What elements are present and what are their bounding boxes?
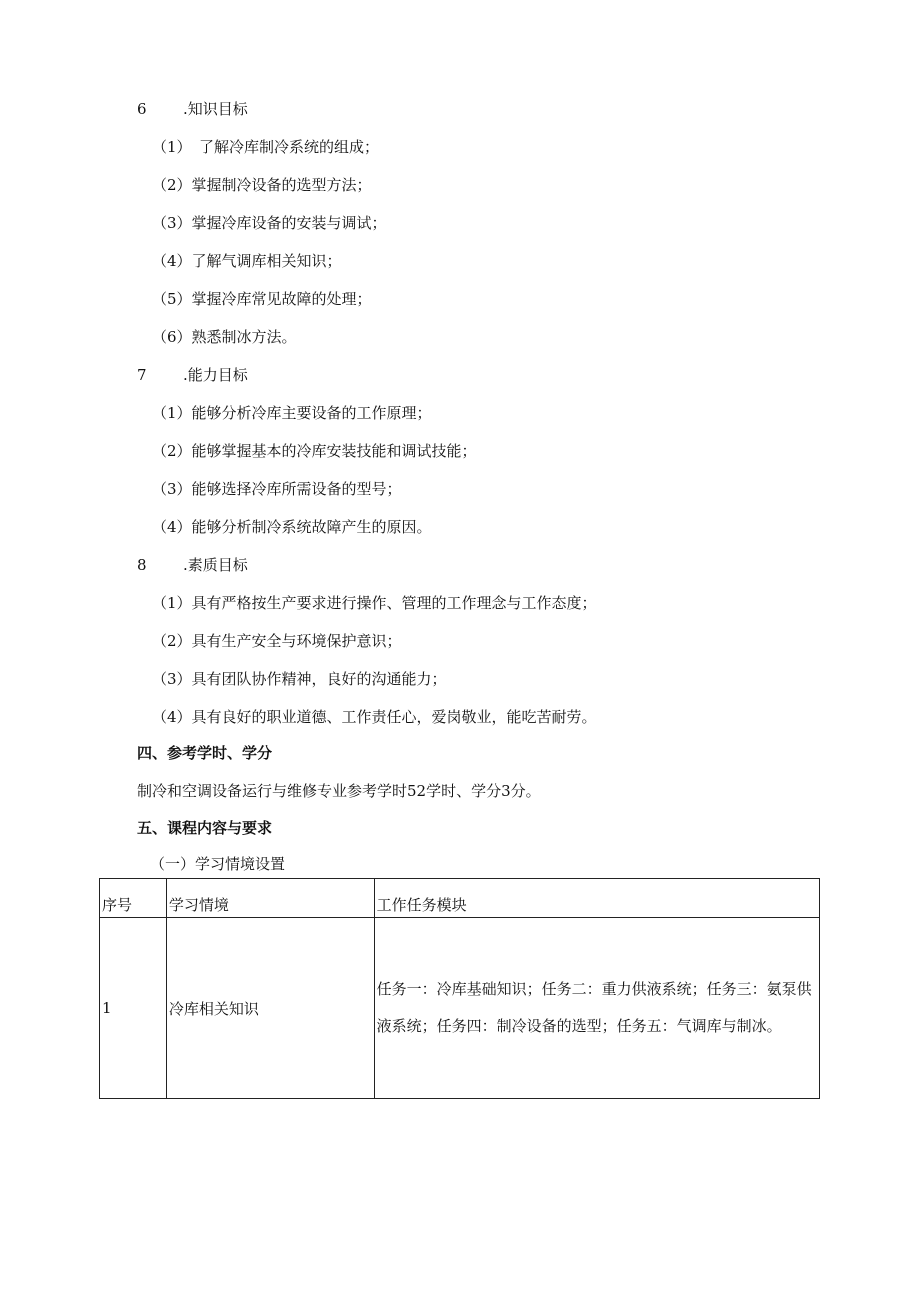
table-row (100, 918, 820, 1099)
section-title: .素质目标 (183, 556, 248, 574)
row-situation: 冷库相关知识 (166, 918, 374, 1099)
list-item: （1）具有严格按生产要求进行操作、管理的工作理念与工作态度； (152, 594, 597, 612)
situation-table (99, 878, 820, 1099)
row-number: 1 (100, 918, 167, 1099)
row-tasks: 任务一：冷库基础知识；任务二：重力供液系统；任务三：氨泵供液系统；任务四：制冷设备的选型；任务五：气调库与制冰。 (374, 918, 819, 1099)
list-item: （4）了解气调库相关知识； (152, 252, 342, 270)
hours-text: 制冷和空调设备运行与维修专业参考学时52学时、学分3分。 (137, 782, 541, 800)
list-item: （2）具有生产安全与环境保护意识； (152, 632, 402, 650)
section-number: 7 (137, 366, 147, 384)
list-item: （3）能够选择冷库所需设备的型号； (152, 480, 402, 498)
list-item: （3）具有团队协作精神，良好的沟通能力； (152, 670, 447, 688)
header-cell: 学习情境 (166, 879, 374, 918)
header-cell: 序号 (100, 879, 167, 918)
list-item: （5）掌握冷库常见故障的处理； (152, 290, 372, 308)
list-item: （2）能够掌握基本的冷库安装技能和调试技能； (152, 442, 477, 460)
section-title: .能力目标 (183, 366, 248, 384)
heading-course-content: 五、课程内容与要求 (137, 819, 273, 837)
list-item: （2）掌握制冷设备的选型方法； (152, 176, 372, 194)
section-number: 6 (137, 100, 147, 118)
subheading-situations: （一）学习情境设置 (150, 855, 286, 873)
list-item: （3）掌握冷库设备的安装与调试； (152, 214, 387, 232)
list-item: （4）能够分析制冷系统故障产生的原因。 (152, 518, 432, 536)
section-title: .知识目标 (183, 100, 248, 118)
header-cell: 工作任务模块 (374, 879, 819, 918)
heading-credits: 四、参考学时、学分 (137, 744, 273, 762)
list-item: （6）熟悉制冰方法。 (152, 328, 297, 346)
section-number: 8 (137, 556, 147, 574)
list-item: （1） 了解冷库制冷系统的组成； (152, 138, 380, 156)
list-item: （1）能够分析冷库主要设备的工作原理； (152, 404, 432, 422)
list-item: （4）具有良好的职业道德、工作责任心，爱岗敬业，能吃苦耐劳。 (152, 708, 597, 726)
table-header-row (100, 879, 820, 918)
